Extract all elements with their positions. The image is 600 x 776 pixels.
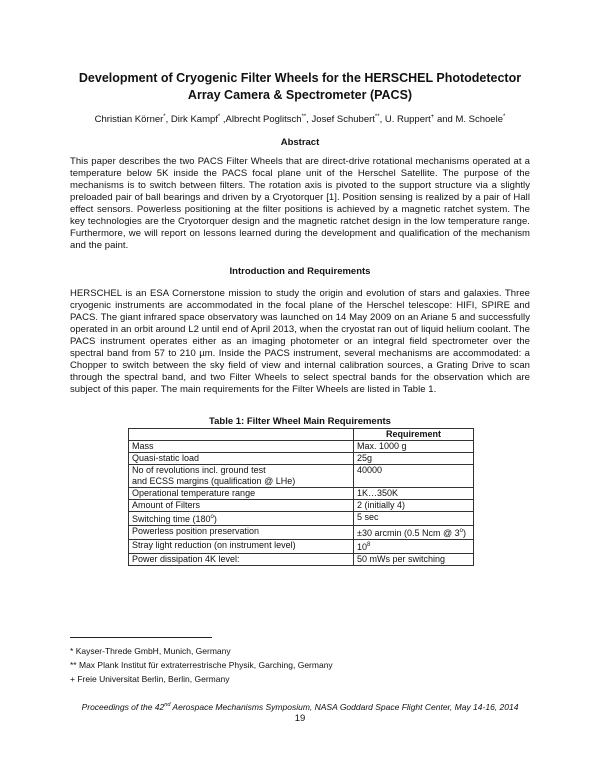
table-cell-value: 1K…350K — [354, 488, 474, 500]
table-caption: Table 1: Filter Wheel Main Requirements — [209, 416, 391, 427]
introduction-text: HERSCHEL is an ESA Cornerstone mission to study the origin and evolution of stars and galaxies. Three cryogenic instruments are accommodated in the focal plane of the Herschel telescope: HIFI, SPIRE and PACS. The giant infrared space observatory was launched on 14 May 2009 on an Ariane 5 and successfully operated in an orbit around L2 until end of April 2013, when the cryostat ran out of liquid helium coolant. The PACS instrument operates either as an imaging photometer or an integral field spectrometer over the spectral band from 57 to 210 µm. Inside the PACS instrument, several mechanisms are accommodated: a Chopper to switch between the sky field of view and internal calibration sources, a Grating Drive to scan through the spectral band, and two Filter Wheels to select spectral bands for the observation which are subject of this paper. The main requirements for the Filter Wheels are listed in Table 1. — [70, 288, 530, 395]
table-row — [129, 526, 474, 540]
author-mark: * — [502, 114, 506, 120]
table-cell-value-text: 10 — [357, 542, 368, 552]
table-cell-value: 25g — [354, 453, 474, 465]
table-cell-label: Quasi-static load — [129, 453, 354, 465]
table-cell-value — [354, 540, 474, 554]
footnote-text: Freie Universitat Berlin, Berlin, Germany — [77, 674, 230, 684]
table-cell-value: 40000 — [354, 465, 474, 488]
table-row — [129, 465, 474, 488]
author-list — [60, 111, 540, 126]
footnote-mark: * — [70, 646, 74, 656]
author-separator: , — [165, 114, 171, 126]
table-row — [129, 453, 474, 465]
proceedings-text-rest: Aerospace Mechanisms Symposium, NASA Goddard Space Flight Center, May 14-16, 2014 — [170, 701, 519, 712]
author-mark: * — [217, 114, 221, 120]
footnote-mark: + — [70, 674, 75, 684]
table-header-requirement: Requirement — [354, 429, 474, 441]
degree-superscript: o — [210, 514, 214, 520]
table-cell-value-text: ±30 arcmin (0.5 Ncm @ 3 — [357, 528, 460, 538]
table-header-empty-cell — [129, 429, 354, 441]
author-name: M. Schoele — [455, 114, 503, 126]
ordinal-superscript: nd — [164, 702, 171, 708]
table-row — [129, 488, 474, 500]
introduction-heading: Introduction and Requirements — [229, 266, 371, 277]
footnote — [70, 644, 530, 658]
footnote — [70, 658, 530, 672]
table-cell-label: Operational temperature range — [129, 488, 354, 500]
table-cell-label-text: Switching time (180 — [132, 514, 211, 524]
degree-superscript: o — [459, 528, 463, 534]
paper-title: Development of Cryogenic Filter Wheels for the HERSCHEL Photodetector Array Camera & Spectrometer (PACS) — [78, 71, 522, 102]
author-separator: , — [306, 114, 312, 126]
abstract-heading: Abstract — [280, 137, 320, 148]
table-cell-label-suffix: ) — [213, 514, 217, 524]
author-name: Albrecht Poglitsch — [225, 114, 302, 126]
table-cell-label — [129, 465, 354, 488]
table-row — [129, 500, 474, 512]
author-separator: , — [220, 114, 226, 126]
table-cell-value — [354, 526, 474, 540]
author-mark: ** — [301, 114, 307, 120]
footnotes — [70, 644, 530, 686]
author-mark: ** — [374, 114, 380, 120]
table-row — [129, 441, 474, 453]
author-separator: , — [379, 114, 385, 126]
footnote-text: Kayser-Threde GmbH, Munich, Germany — [75, 646, 231, 656]
author-name: Dirk Kampf — [170, 114, 218, 126]
table-cell-label: Amount of Filters — [129, 500, 354, 512]
table-cell-value: 5 sec — [354, 512, 474, 526]
author-name: U. Ruppert — [384, 114, 431, 126]
footnote-mark: ** — [70, 660, 77, 670]
author-separator: and — [434, 114, 456, 126]
exponent-superscript: 8 — [367, 542, 371, 548]
requirements-table — [128, 428, 474, 566]
table-row — [129, 554, 474, 566]
table-row — [129, 512, 474, 526]
proceedings-footer — [70, 700, 530, 713]
table-cell-value: 2 (initially 4) — [354, 500, 474, 512]
table-cell-label: Powerless position preservation — [129, 526, 354, 540]
table-row — [129, 540, 474, 554]
table-cell-label: Power dissipation 4K level: — [129, 554, 354, 566]
table-cell-value-suffix: ) — [462, 528, 466, 538]
author-name: Christian Körner — [94, 114, 164, 126]
table-cell-value: Max. 1000 g — [354, 441, 474, 453]
footnote-text: Max Plank Institut für extraterrestrische Physik, Garching, Germany — [79, 660, 333, 670]
author-name: Josef Schubert — [311, 114, 375, 126]
table-cell-label: Stray light reduction (on instrument level) — [129, 540, 354, 554]
author-mark: + — [430, 114, 435, 120]
proceedings-text: Proceedings of the 42 — [81, 701, 165, 712]
table-cell-label-line: and ECSS margins (qualification @ LHe) — [132, 476, 296, 486]
table-cell-value: 50 mWs per switching — [354, 554, 474, 566]
table-cell-label: Mass — [129, 441, 354, 453]
footnote — [70, 672, 530, 686]
abstract-text: This paper describes the two PACS Filter Wheels that are direct-drive rotational mechanisms operated at a temperature below 5K inside the PACS focal plane unit of the Herschel Satellite. The purpose of the mechanisms is to switch between filters. The rotation axis is pivoted to the support structure via a slightly preloaded pair of ball bearings and driven by a Cryotorquer [1]. Position sensing is realized by a pair of Hall effect sensors. Powerless positioning at the filter positions is achieved by a magnetic ratchet system. The key technologies are the Cryotorquer design and the magnetic ratchet design in the low temperature range. Furthermore, we will report on lessons learned during the development and qualification of the mechanism and the paint. — [70, 156, 530, 251]
table-cell-label — [129, 512, 354, 526]
table-cell-label-line: No of revolutions incl. ground test — [132, 465, 266, 475]
footnote-divider — [70, 637, 212, 638]
table-header-row — [129, 429, 474, 441]
page-number: 19 — [294, 713, 306, 724]
author-mark: * — [163, 114, 166, 120]
